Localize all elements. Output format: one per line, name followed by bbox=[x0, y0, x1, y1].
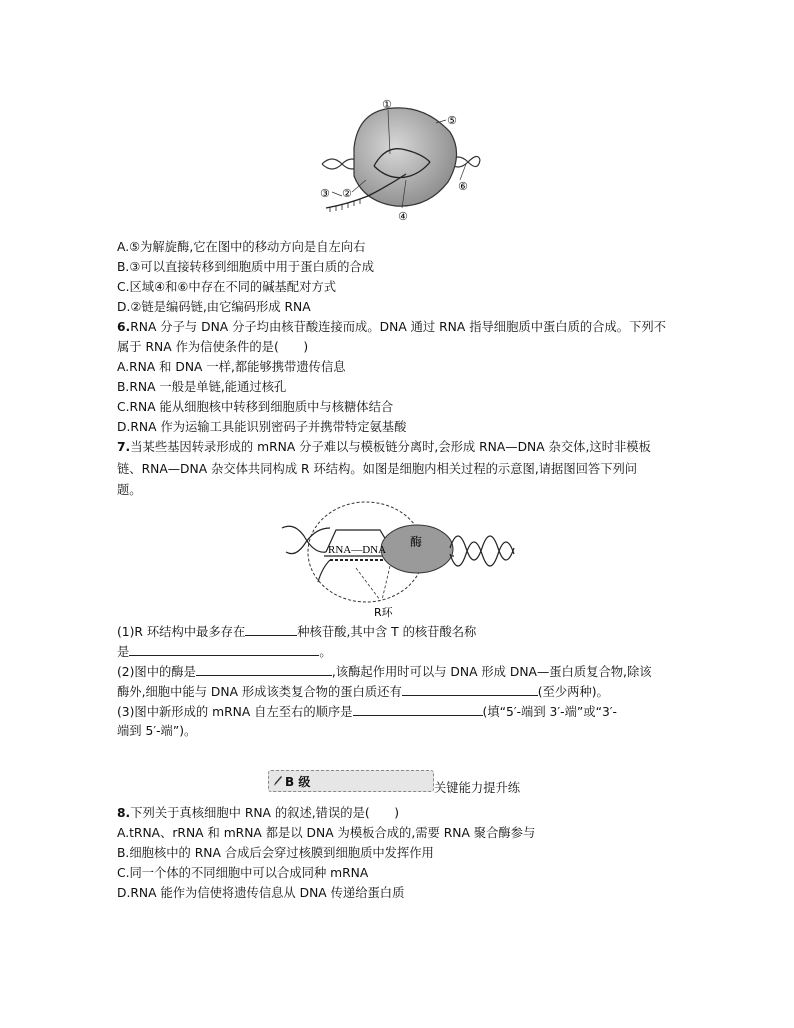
leader-line bbox=[332, 192, 342, 196]
q6-stem-text-1: RNA 分子与 DNA 分子均由核苷酸连接而成。DNA 通过 RNA 指导细胞质中蛋白质的合成。下列不 bbox=[130, 320, 666, 334]
q7-number: 7. bbox=[117, 440, 131, 454]
q6-option-d: D.RNA 作为运输工具能识别密码子并携带特定氨基酸 bbox=[117, 420, 407, 434]
q7-sub2-text-a: (2)图中的酶是 bbox=[117, 665, 196, 679]
q7-sub2-text-b: ,该酶起作用时可以与 DNA 形成 DNA—蛋白质复合物,除该 bbox=[331, 665, 652, 679]
enzyme-shape bbox=[354, 108, 457, 206]
q7-sub3-line1 bbox=[117, 702, 617, 721]
r-loop-label: R环 bbox=[374, 606, 393, 619]
answer-blank[interactable] bbox=[402, 682, 538, 696]
q8-number: 8. bbox=[117, 806, 131, 820]
q7-stem-line3: 题。 bbox=[117, 483, 142, 497]
right-dna-helix bbox=[450, 542, 514, 566]
hybrid-label: RNA—DNA bbox=[328, 544, 387, 556]
q7-sub1-text-d: 。 bbox=[319, 645, 332, 659]
q5-option-c: C.区域④和⑥中存在不同的碱基配对方式 bbox=[117, 280, 336, 294]
q7-stem-line2: 链、RNA—DNA 杂交体共同构成 R 环结构。如图是细胞内相关过程的示意图,请据图回答下列问 bbox=[117, 462, 638, 476]
q8-option-c: C.同一个体的不同细胞中可以合成同种 mRNA bbox=[117, 866, 369, 880]
answer-blank[interactable] bbox=[245, 622, 297, 636]
q8-option-d: D.RNA 能作为信使将遗传信息从 DNA 传递给蛋白质 bbox=[117, 886, 405, 900]
q5-option-d: D.②链是编码链,由它编码形成 RNA bbox=[117, 300, 311, 314]
label-2: ② bbox=[342, 187, 352, 200]
q6-number: 6. bbox=[117, 320, 131, 334]
label-3: ③ bbox=[320, 187, 330, 200]
q7-sub2-text-c: 酶外,细胞中能与 DNA 形成该类复合物的蛋白质还有 bbox=[117, 685, 402, 699]
q7-stem-line1 bbox=[117, 438, 651, 456]
q7-stem-text-1: 当某些基因转录形成的 mRNA 分子难以与模板链分离时,会形成 RNA—DNA 杂交体,这时非模板 bbox=[130, 440, 651, 454]
label-5: ⑤ bbox=[447, 114, 457, 127]
q7-sub2-line1 bbox=[117, 662, 652, 681]
q7-sub1-line1 bbox=[117, 622, 476, 641]
label-1: ① bbox=[382, 98, 392, 111]
q7-sub3-line2: 端到 5′-端”)。 bbox=[117, 724, 197, 738]
transcription-figure bbox=[318, 96, 486, 232]
answer-blank[interactable] bbox=[353, 702, 483, 716]
q8-option-a: A.tRNA、rRNA 和 mRNA 都是以 DNA 为模板合成的,需要 RNA 聚合酶参与 bbox=[117, 826, 536, 840]
q7-sub2-text-d: (至少两种)。 bbox=[537, 685, 609, 699]
q5-option-a: A.⑤为解旋酶,它在图中的移动方向是自左向右 bbox=[117, 240, 366, 254]
label-4: ④ bbox=[398, 210, 408, 223]
q7-sub1-text-a: (1)R 环结构中最多存在 bbox=[117, 625, 246, 639]
enzyme-label: 酶 bbox=[410, 535, 423, 549]
pointer-line bbox=[356, 568, 380, 600]
answer-blank[interactable] bbox=[129, 642, 319, 656]
q8-option-b: B.细胞核中的 RNA 合成后会穿过核膜到细胞质中发挥作用 bbox=[117, 846, 434, 860]
pencil-icon bbox=[273, 775, 283, 787]
rna-tail bbox=[318, 560, 330, 582]
q8-stem bbox=[117, 804, 399, 822]
section-b-title: 关键能力提升练 bbox=[434, 781, 521, 795]
section-b-tag bbox=[268, 770, 434, 792]
right-dna-helix bbox=[450, 536, 514, 560]
q7-sub3-text-a: (3)图中新形成的 mRNA 自左至右的顺序是 bbox=[117, 705, 353, 719]
q7-sub1-text-c: 是 bbox=[117, 645, 130, 659]
q5-option-b: B.③可以直接转移到细胞质中用于蛋白质的合成 bbox=[117, 260, 375, 274]
q6-stem-line1 bbox=[117, 318, 666, 336]
q6-option-c: C.RNA 能从细胞核中转移到细胞质中与核糖体结合 bbox=[117, 400, 394, 414]
q7-sub1-text-b: 种核苷酸,其中含 T 的核苷酸名称 bbox=[297, 625, 477, 639]
enzyme-ellipse bbox=[381, 525, 453, 573]
q7-sub1-line2 bbox=[117, 642, 332, 661]
q6-option-a: A.RNA 和 DNA 一样,都能够携带遗传信息 bbox=[117, 360, 346, 374]
section-b-banner bbox=[268, 770, 434, 792]
q8-stem-text: 下列关于真核细胞中 RNA 的叙述,错误的是( ) bbox=[130, 806, 400, 820]
q7-sub2-line2 bbox=[117, 682, 609, 701]
q6-option-b: B.RNA 一般是单链,能通过核孔 bbox=[117, 380, 287, 394]
q7-sub3-text-b: (填“5′-端到 3′-端”或“3′- bbox=[482, 705, 617, 719]
pointer-line bbox=[382, 566, 390, 600]
r-loop-figure bbox=[278, 492, 522, 620]
answer-blank[interactable] bbox=[196, 662, 332, 676]
section-b-label: B 级 bbox=[285, 775, 311, 789]
label-6: ⑥ bbox=[458, 180, 468, 193]
q6-stem-line2: 属于 RNA 作为信使条件的是( ) bbox=[117, 340, 309, 354]
